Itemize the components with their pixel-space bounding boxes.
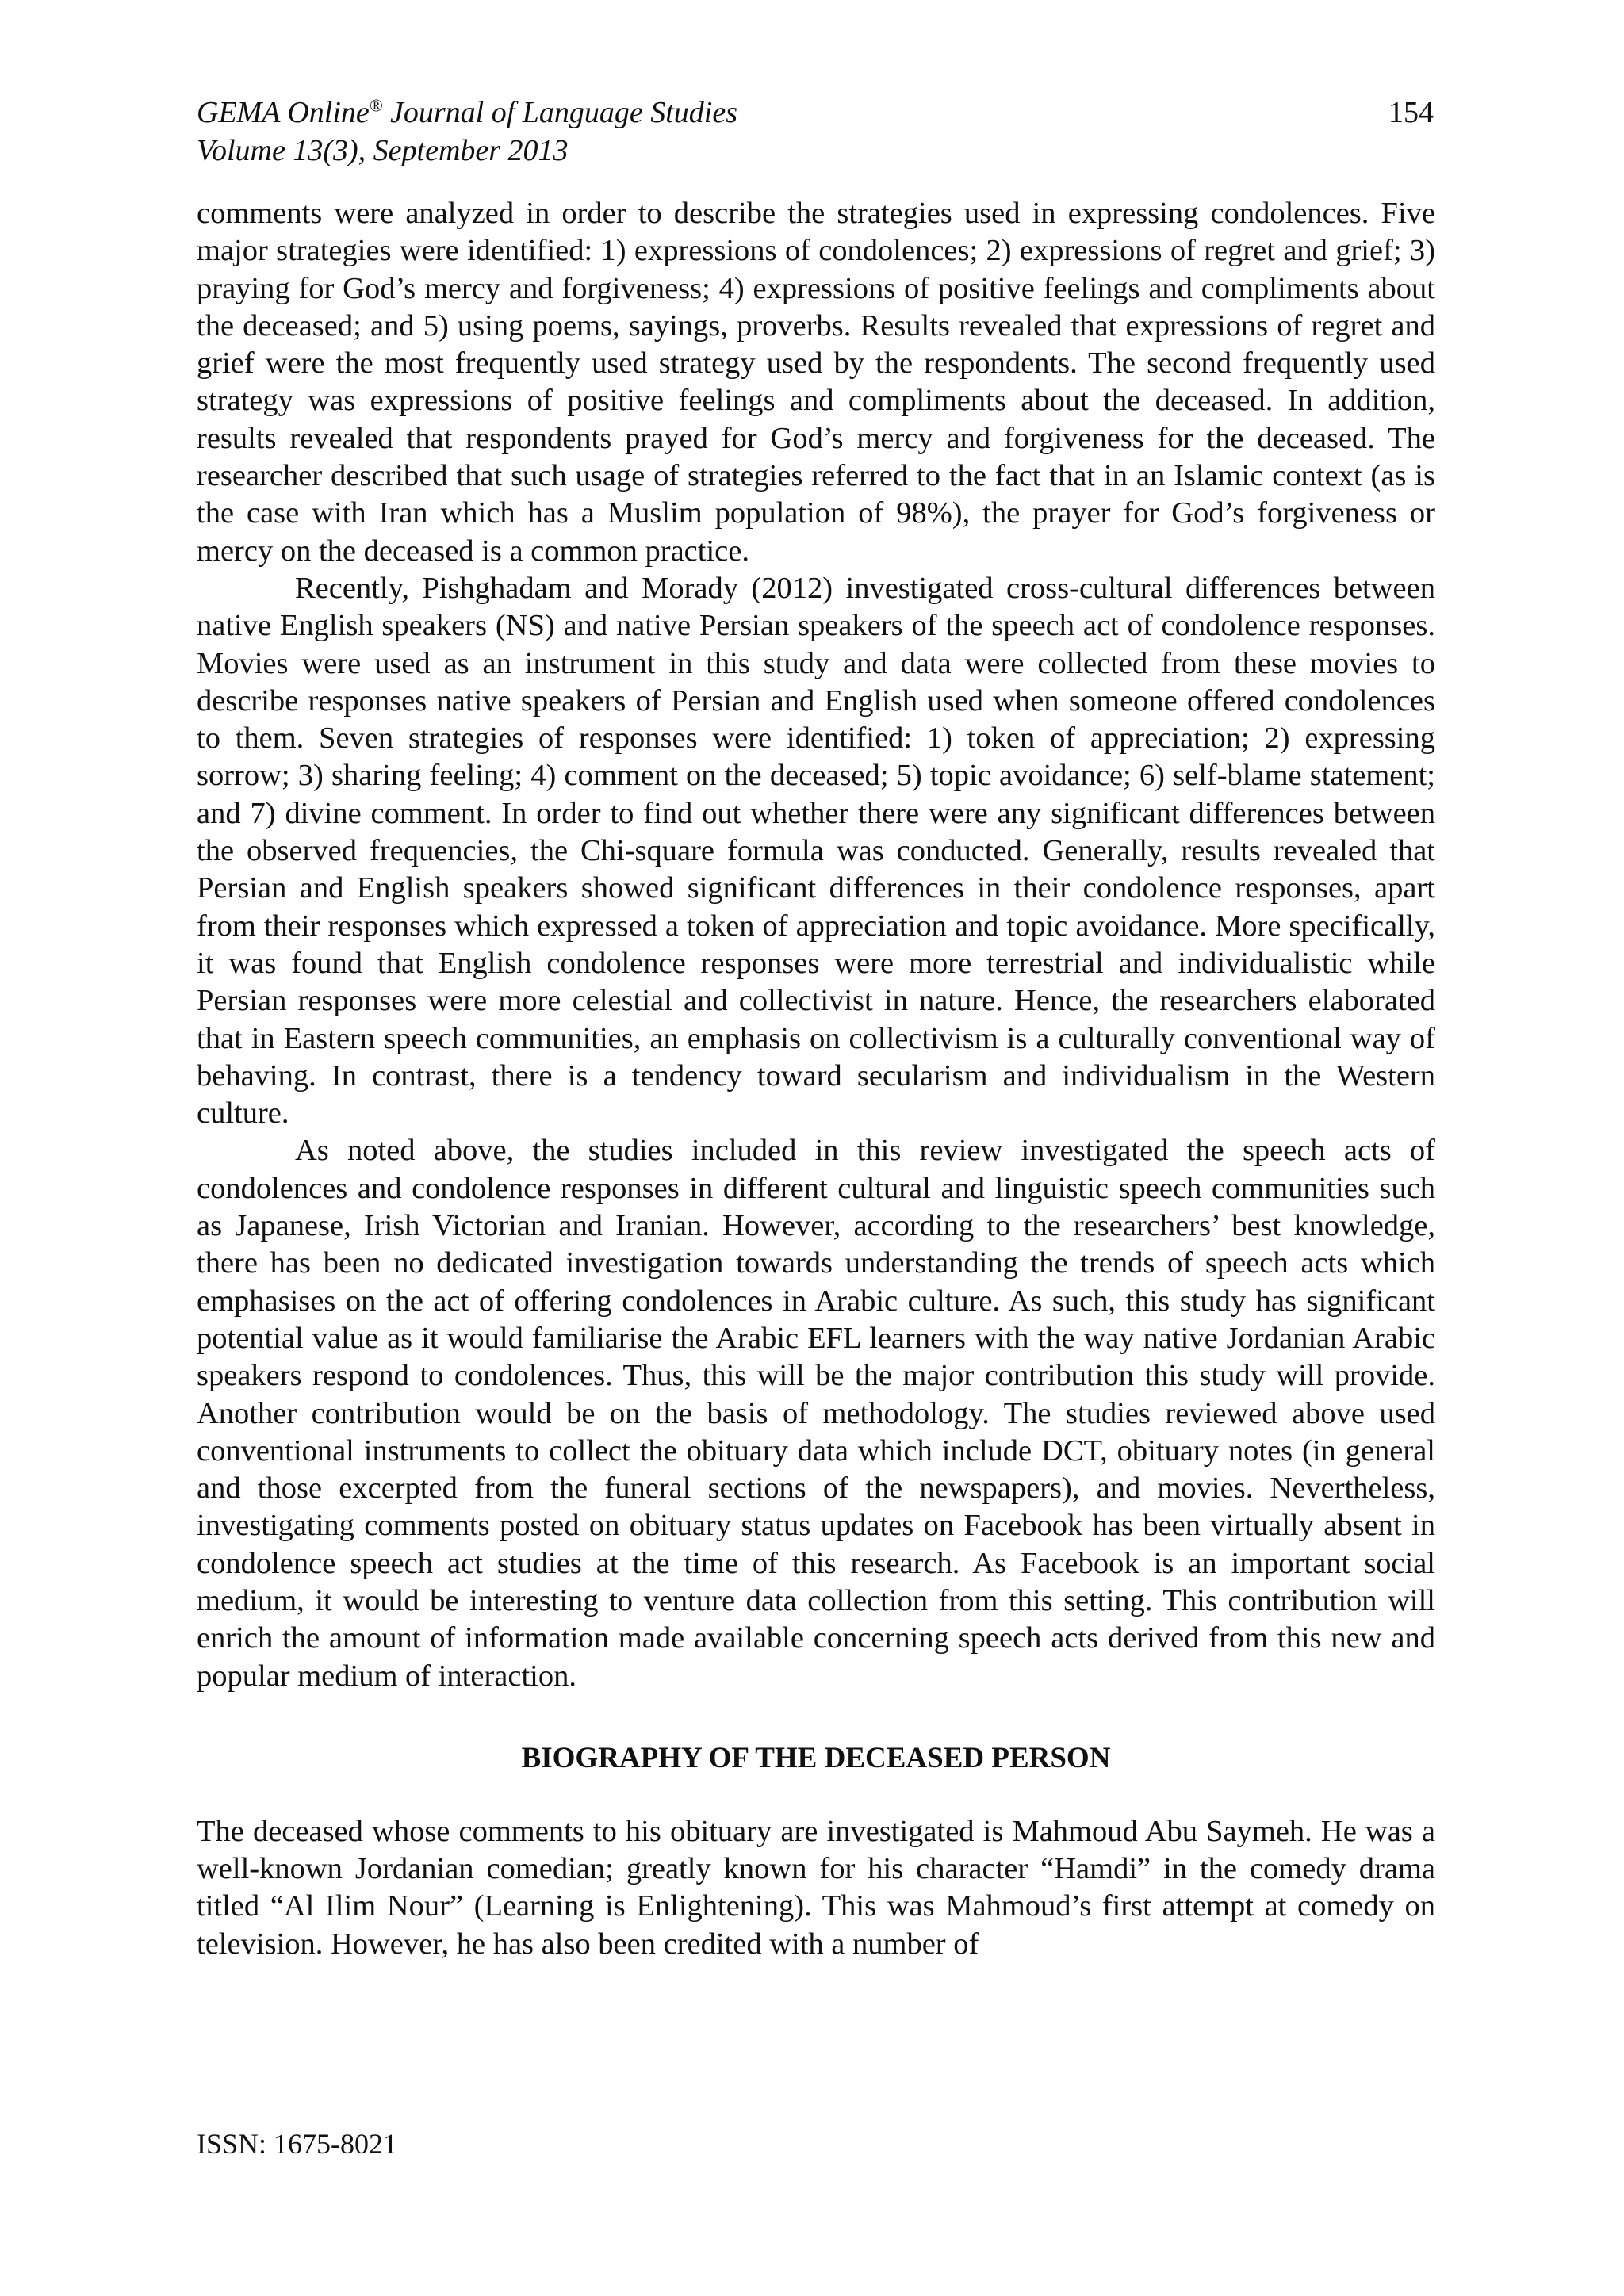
volume-line: Volume 13(3), September 2013 bbox=[197, 134, 569, 167]
paragraph-pishghadam-morady: Recently, Pishghadam and Morady (2012) investigated cross-cultural differences between native English speakers (NS) and native Persian speakers of the speech act of condolence responses. Movies were used as an instrument in this study and data were collected from these movies to describe responses native speakers of Persian and English used when someone offered condolences to them. Seven strategies of responses were identified: 1) token of appreciation; 2) expressing sorrow; 3) sharing feeling; 4) comment on the deceased; 5) topic avoidance; 6) self-blame statement; and 7) divine comment. In order to find out whether there were any significant differences between the observed frequencies, the Chi-square formula was conducted. Generally, results revealed that Persian and English speakers showed significant differences in their condolence responses, apart from their responses which expressed a token of appreciation and topic avoidance. More specifically, it was found that English condolence responses were more terrestrial and individualistic while Persian responses were more celestial and collectivist in nature. Hence, the researchers elaborated that in Eastern speech communities, an emphasis on collectivism is a culturally conventional way of behaving. In contrast, there is a tendency toward secularism and individualism in the Western culture. bbox=[197, 571, 1435, 1131]
running-header bbox=[197, 94, 1434, 170]
journal-line bbox=[197, 94, 1434, 132]
paragraph-continuation: comments were analyzed in order to describe the strategies used in expressing condolences. Five major strategies were identified: 1) expressions of condolences; 2) expressions of regret and grief; 3) praying for God’s mercy and forgiveness; 4) expressions of positive feelings and compliments about the deceased; and 5) using poems, sayings, proverbs. Results revealed that expressions of regret and grief were the most frequently used strategy used by the respondents. The second frequently used strategy was expressions of positive feelings and compliments about the deceased. In addition, results revealed that respondents prayed for God’s mercy and forgiveness for the deceased. The researcher described that such usage of strategies referred to the fact that in an Islamic context (as is the case with Iran which has a Muslim population of 98%), the prayer for God’s forgiveness or mercy on the deceased is a common practice. bbox=[197, 197, 1435, 568]
journal-title bbox=[197, 94, 737, 132]
section-heading: BIOGRAPHY OF THE DECEASED PERSON bbox=[521, 1741, 1111, 1774]
paragraph-review-summary: As noted above, the studies included in this review investigated the speech acts of condolences and condolence responses in different cultural and linguistic speech communities such as Japanese, Irish Victorian and Iranian. However, according to the researchers’ best knowledge, there has been no dedicated investigation towards understanding the trends of speech acts which emphasises on the act of offering condolences in Arabic culture. As such, this study has significant potential value as it would familiarise the Arabic EFL learners with the way native Jordanian Arabic speakers respond to condolences. Thus, this will be the major contribution this study will provide. Another contribution would be on the basis of methodology. The studies reviewed above used conventional instruments to collect the obituary data which include DCT, obituary notes (in general and those excerpted from the funeral sections of the newspapers), and movies. Nevertheless, investigating comments posted on obituary status updates on Facebook has been virtually absent in condolence speech act studies at the time of this research. As Facebook is an important social medium, it would be interesting to venture data collection from this setting. This contribution will enrich the amount of information made available concerning speech acts derived from this new and popular medium of interaction. bbox=[197, 1134, 1435, 1693]
journal-title-part1: GEMA Online bbox=[197, 96, 370, 129]
registered-mark: ® bbox=[369, 95, 383, 116]
paragraph-biography: The deceased whose comments to his obituary are investigated is Mahmoud Abu Saymeh. He was a well-known Jordanian comedian; greatly known for his character “Hamdi” in the comedy drama titled “Al Ilim Nour” (Learning is Enlightening). This was Mahmoud’s first attempt at comedy on television. However, he has also been credited with a number of bbox=[197, 1814, 1435, 1961]
footer-issn: ISSN: 1675-8021 bbox=[197, 2128, 398, 2160]
body-text bbox=[197, 195, 1435, 1963]
journal-title-part2: Journal of Language Studies bbox=[382, 96, 738, 129]
page-number: 154 bbox=[1388, 96, 1434, 129]
